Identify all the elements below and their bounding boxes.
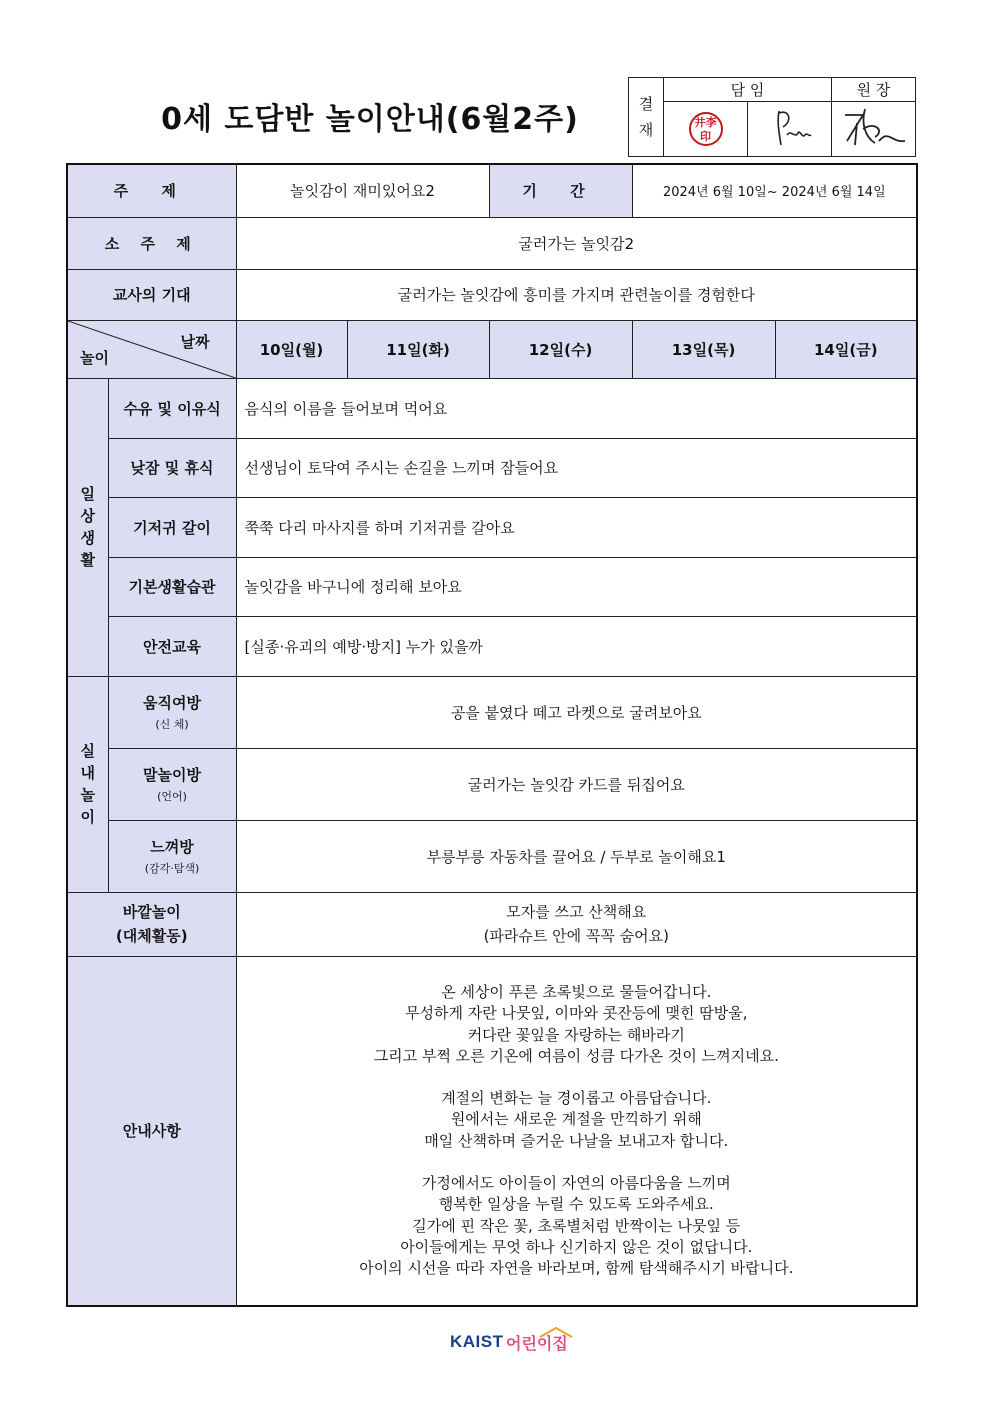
table-row xyxy=(67,676,917,748)
daily-row-value: 쭉쭉 다리 마사지를 하며 기저귀를 갈아요 xyxy=(236,497,917,557)
table-row xyxy=(67,557,917,616)
table-row xyxy=(67,748,917,820)
daily-row-label: 수유 및 이유식 xyxy=(108,378,236,438)
notice-row xyxy=(67,956,917,1306)
daily-row-label: 낮잠 및 휴식 xyxy=(108,438,236,497)
period-value: 2024년 6월 10일~ 2024년 6월 14일 xyxy=(632,164,917,217)
house-roof-icon xyxy=(538,1326,574,1338)
day-friday: 14일(금) xyxy=(775,320,917,378)
expectation-label: 교사의 기대 xyxy=(67,269,236,320)
indoor-row-label: 느껴방 (감각·탐색) xyxy=(108,820,236,892)
logo-text: 어린이집 xyxy=(506,1336,568,1353)
daily-row-value: 음식의 이름을 들어보며 먹어요 xyxy=(236,378,917,438)
teacher-seal-stamp: 井李 印 xyxy=(689,112,723,146)
table-row xyxy=(67,438,917,497)
subtheme-row xyxy=(67,217,917,269)
daily-row-value: 선생님이 토닥여 주시는 손길을 느끼며 잠들어요 xyxy=(236,438,917,497)
play-label: 놀이 xyxy=(80,348,109,367)
kaist-daycare-logo xyxy=(450,1326,580,1354)
daily-row-label: 안전교육 xyxy=(108,616,236,676)
date-label: 날짜 xyxy=(180,332,210,351)
teacher-stamp-cell xyxy=(664,102,748,157)
outdoor-row xyxy=(67,892,917,956)
director-signature-cell xyxy=(832,102,916,157)
indoor-play-section-label: 실 내 놀 이 xyxy=(67,676,108,892)
daily-row-label: 기본생활습관 xyxy=(108,557,236,616)
director-signature xyxy=(835,103,913,151)
subtheme-value: 굴러가는 놀잇감2 xyxy=(236,217,917,269)
outdoor-label: 바깥놀이 (대체활동) xyxy=(67,892,236,956)
play-plan-table xyxy=(66,163,918,1307)
indoor-row-label: 움직여방 (신 체) xyxy=(108,676,236,748)
day-monday: 10일(월) xyxy=(236,320,347,378)
notice-paragraph: 가정에서도 아이들이 자연의 아름다움을 느끼며 행복한 일상을 누릴 수 있도록 도와주세요. 길가에 핀 작은 꽃, 초록별처럼 반짝이는 나뭇잎 등 아이들에게는 무엇 하나 신기하지 않은 것이 없답니다. 아이의 시선을 따라 자연을 바라보며, 함께 탐색해주시기 바랍니다. xyxy=(359,1174,794,1278)
approval-side-label: 결 재 xyxy=(629,78,664,157)
daily-row-value: [실종·유괴의 예방·방지] 누가 있을까 xyxy=(236,616,917,676)
day-tuesday: 11일(화) xyxy=(347,320,489,378)
notice-body xyxy=(236,956,917,1306)
teacher-signature-cell xyxy=(748,102,832,157)
logo-brand: KAIST xyxy=(450,1332,504,1351)
date-play-diagonal-header xyxy=(67,320,236,378)
subtheme-label: 소 주 제 xyxy=(67,217,236,269)
indoor-row-label: 말놀이방 (언어) xyxy=(108,748,236,820)
daily-life-section-label: 일 상 생 활 xyxy=(67,378,108,676)
teacher-signature xyxy=(765,105,815,149)
expectation-value: 굴러가는 놀잇감에 흥미를 가지며 관련놀이를 경험한다 xyxy=(236,269,917,320)
theme-label: 주 제 xyxy=(67,164,236,217)
notice-paragraph: 계절의 변화는 늘 경이롭고 아름답습니다. 원에서는 새로운 계절을 만끽하기 위해 매일 산책하며 즐거운 나날을 보내고자 합니다. xyxy=(424,1089,729,1150)
notice-paragraph: 온 세상이 푸른 초록빛으로 물들어갑니다. 무성하게 자란 나뭇잎, 이마와 콧잔등에 맺힌 땀방울, 커다란 꽃잎을 자랑하는 해바라기 그리고 부쩍 오른 기온에 여름이 성큼 다가온 것이 느껴지네요. xyxy=(373,982,779,1065)
indoor-row-value: 부릉부릉 자동차를 끌어요 / 두부로 놀이해요1 xyxy=(236,820,917,892)
daily-row-label: 기저귀 갈이 xyxy=(108,497,236,557)
day-thursday: 13일(목) xyxy=(632,320,775,378)
approval-box xyxy=(628,77,916,157)
indoor-row-value: 굴러가는 놀잇감 카드를 뒤집어요 xyxy=(236,748,917,820)
table-row xyxy=(67,378,917,438)
daily-row-value: 놀잇감을 바구니에 정리해 보아요 xyxy=(236,557,917,616)
expectation-row xyxy=(67,269,917,320)
notice-label: 안내사항 xyxy=(67,956,236,1306)
approval-director-header: 원 장 xyxy=(832,78,916,102)
theme-row xyxy=(67,164,917,217)
table-row xyxy=(67,820,917,892)
page-title: 0세 도담반 놀이안내(6월2주) xyxy=(161,102,579,137)
theme-value: 놀잇감이 재미있어요2 xyxy=(236,164,489,217)
outdoor-value: 모자를 쓰고 산책해요 (파라슈트 안에 꼭꼭 숨어요) xyxy=(236,892,917,956)
period-label: 기 간 xyxy=(489,164,632,217)
day-wednesday: 12일(수) xyxy=(489,320,632,378)
days-row xyxy=(67,320,917,378)
approval-teacher-header: 담 임 xyxy=(664,78,832,102)
table-row xyxy=(67,497,917,557)
indoor-row-value: 공을 붙였다 떼고 라켓으로 굴려보아요 xyxy=(236,676,917,748)
table-row xyxy=(67,616,917,676)
